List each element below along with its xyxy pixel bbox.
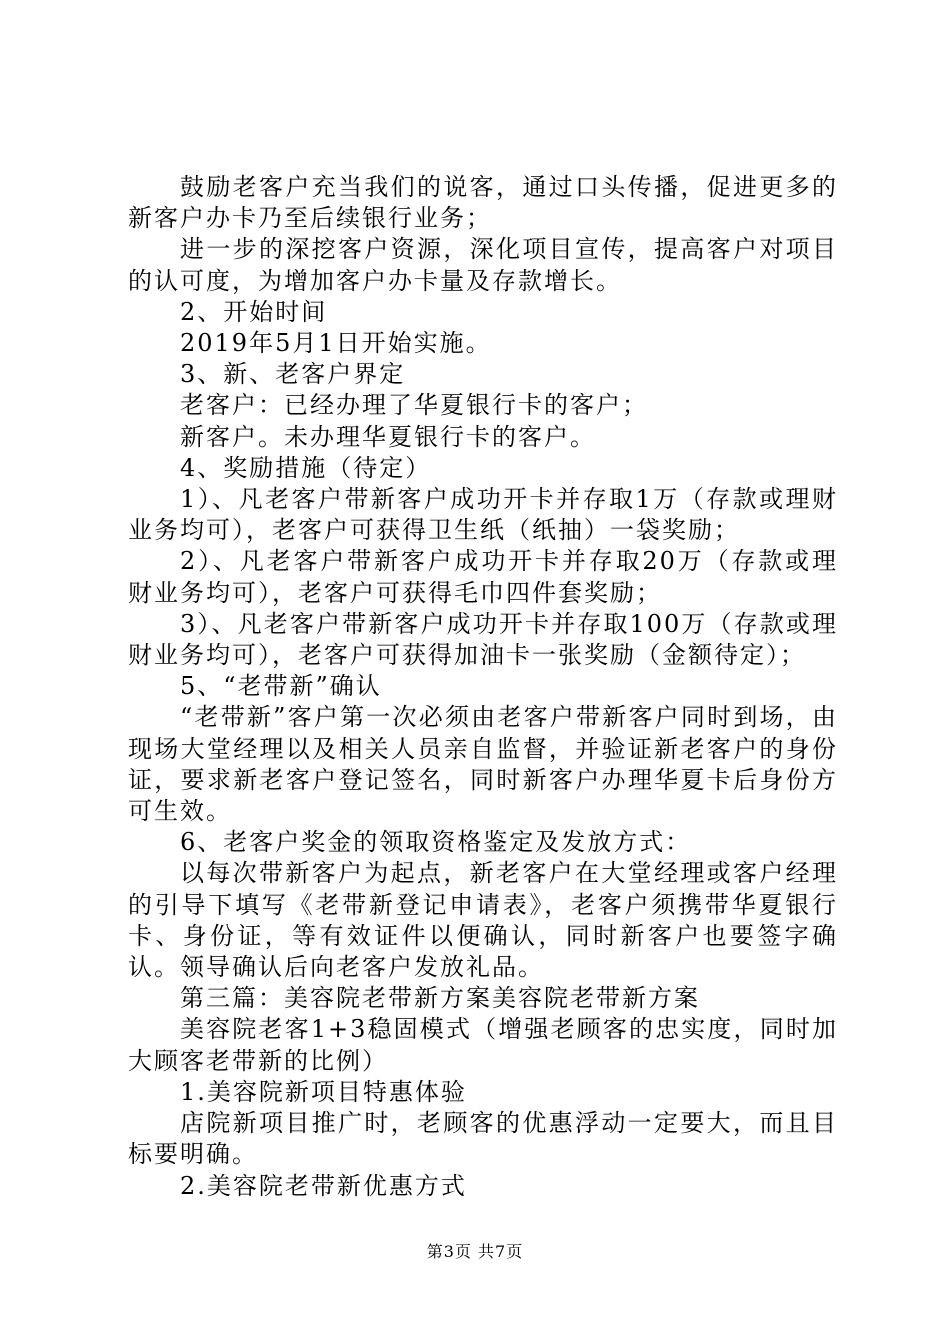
paragraph-old-customer: 老客户：已经办理了华夏银行卡的客户； bbox=[180, 391, 648, 420]
paragraph-new-project-offer: 店院新项目推广时，老顾客的优惠浮动一定要大，而且目标要明确。 bbox=[128, 1109, 838, 1169]
heading-part-three: 第三篇：美容院老带新方案美容院老带新方案 bbox=[180, 984, 700, 1013]
document-body bbox=[128, 172, 838, 1202]
page-number-footer: 第3页 共7页 bbox=[426, 1242, 524, 1261]
paragraph-goal-1: 鼓励老客户充当我们的说客，通过口头传播，促进更多的新客户办卡乃至后续银行业务； bbox=[128, 173, 838, 233]
paragraph-confirmation: “老带新”客户第一次必须由老客户带新客户同时到场，由现场大堂经理以及相关人员亲自监督，并验证新老客户的身份证，要求新老客户登记签名，同时新客户办理华夏卡后身份方可生效。 bbox=[128, 703, 838, 826]
heading-referral-offer: 2.美容院老带新优惠方式 bbox=[180, 1171, 467, 1200]
paragraph-goal-2: 进一步的深挖客户资源，深化项目宣传，提高客户对项目的认可度，为增加客户办卡量及存款增长。 bbox=[128, 235, 838, 295]
paragraph-bonus-eligibility: 以每次带新客户为起点，新老客户在大堂经理或客户经理的引导下填写《老带新登记申请表》，老客户须携带华夏银行卡、身份证，等有效证件以便确认，同时新客户也要签字确认。领导确认后向老客户发放礼品。 bbox=[128, 859, 838, 982]
paragraph-start-date: 2019年5月1日开始实施。 bbox=[180, 329, 492, 358]
heading-customer-definition: 3、新、老客户界定 bbox=[180, 360, 406, 389]
heading-reward-measures: 4、奖励措施（待定） bbox=[180, 453, 432, 482]
paragraph-new-customer: 新客户。未办理华夏银行卡的客户。 bbox=[180, 422, 596, 451]
paragraph-reward-3: 3）、凡老客户带新客户成功开卡并存取100万（存款或理财业务均可），老客户可获得加油卡一张奖励（金额待定）； bbox=[128, 609, 838, 670]
heading-confirmation: 5、“老带新”确认 bbox=[180, 672, 382, 701]
paragraph-reward-1: 1）、凡老客户带新客户成功开卡并存取1万（存款或理财业务均可），老客户可获得卫生纸（纸抽）一袋奖励； bbox=[128, 485, 838, 545]
heading-start-time: 2、开始时间 bbox=[180, 297, 328, 326]
paragraph-reward-2: 2）、凡老客户带新客户成功开卡并存取20万（存款或理财业务均可），老客户可获得毛巾四件套奖励； bbox=[128, 547, 838, 607]
heading-bonus-eligibility: 6、老客户奖金的领取资格鉴定及发放方式： bbox=[180, 828, 692, 857]
heading-new-project-offer: 1.美容院新项目特惠体验 bbox=[180, 1077, 467, 1106]
paragraph-salon-model: 美容院老客1+3稳固模式（增强老顾客的忠实度，同时加大顾客老带新的比例） bbox=[128, 1015, 838, 1075]
